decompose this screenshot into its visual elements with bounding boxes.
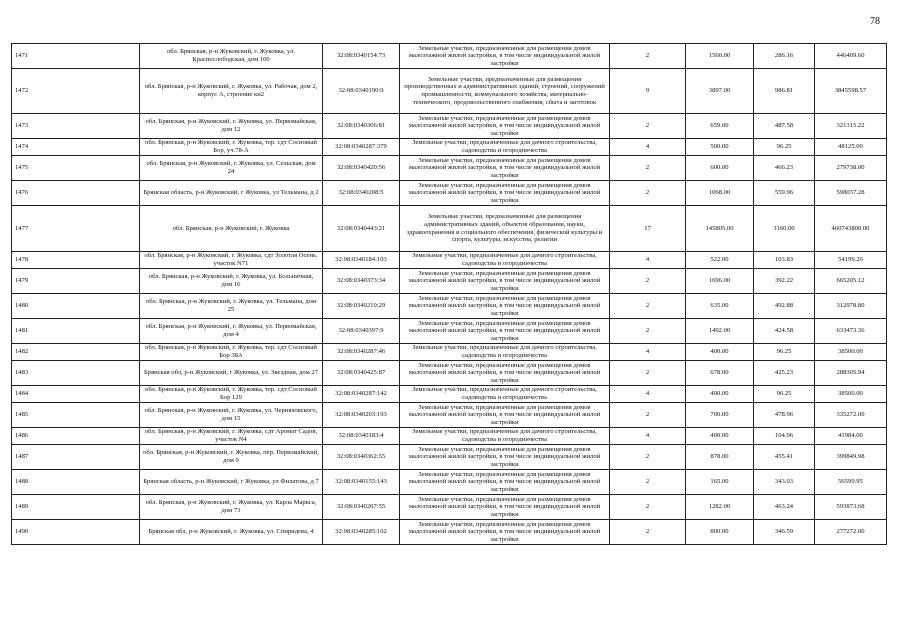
use-group-cell: 2 [610, 470, 686, 495]
cadastral-value-cell: 3845598.57 [815, 69, 887, 114]
permitted-use-cell: Земельные участки, предназначенные для дачного строительства, садоводства и огородничества [400, 344, 610, 361]
use-group-cell: 2 [610, 319, 686, 344]
area-cell: 522.00 [686, 252, 754, 269]
permitted-use-cell: Земельные участки, предназначенные для размещения домов малоэтажной жилой застройки, в том числе индивидуальной жилой застройки [400, 181, 610, 206]
specific-value-cell: 3160.00 [754, 206, 815, 252]
cadastral-value-cell: 312978.80 [815, 294, 887, 319]
address-cell: обл. Брянская, р-н Жуковский, г. Жуковка, сдт Золотая Осень, участок N71 [140, 252, 323, 269]
permitted-use-cell: Земельные участки, предназначенные для дачного строительства, садоводства и огородничества [400, 428, 610, 445]
table-row [12, 181, 887, 206]
cadastral-value-cell: 48125.00 [815, 139, 887, 156]
table-row [12, 206, 887, 252]
area-cell: 145805.00 [686, 206, 754, 252]
specific-value-cell: 96.25 [754, 344, 815, 361]
area-cell: 635.00 [686, 294, 754, 319]
cadastral-value-cell: 460743800.00 [815, 206, 887, 252]
permitted-use-cell: Земельные участки, предназначенные для дачного строительства, садоводства и огородничества [400, 139, 610, 156]
address-cell: обл. Брянская, р-н Жуковский, г. Жуковка, ул. Рабочая, дом 2, корпус А, строение кн2 [140, 69, 323, 114]
use-group-cell: 2 [610, 181, 686, 206]
use-group-cell: 2 [610, 156, 686, 181]
permitted-use-cell: Земельные участки, предназначенные для размещения домов малоэтажной жилой застройки, в том числе индивидуальной жилой застройки [400, 361, 610, 386]
area-cell: 400.00 [686, 344, 754, 361]
area-cell: 659.00 [686, 114, 754, 139]
specific-value-cell: 466.23 [754, 156, 815, 181]
permitted-use-cell: Земельные участки, предназначенные для размещения административных зданий, объектов образования, науки, здравоохранения и социального обеспечения, физической культуры и спорта, культуры, искусства, религии [400, 206, 610, 252]
table-row [12, 269, 887, 294]
row-number-cell: 1490 [12, 520, 140, 545]
area-cell: 1492.00 [686, 319, 754, 344]
row-number-cell: 1472 [12, 69, 140, 114]
cadastral-number-cell: 32:08:0340155:143 [323, 470, 400, 495]
row-number-cell: 1486 [12, 428, 140, 445]
cadastral-number-cell: 32:08:0340397:9 [323, 319, 400, 344]
address-cell: обл. Брянская, р-н Жуковский, г. Жуковка, сдт Аромат Садов, участок N4 [140, 428, 323, 445]
cadastral-value-cell: 335272.00 [815, 403, 887, 428]
area-cell: 878.00 [686, 445, 754, 470]
area-cell: 1696.00 [686, 269, 754, 294]
address-cell: Брянская обл, р-н Жуковский, г. Жуковка, ул. Спиридева, 4 [140, 520, 323, 545]
row-number-cell: 1471 [12, 44, 140, 69]
specific-value-cell: 424.58 [754, 319, 815, 344]
permitted-use-cell: Земельные участки, предназначенные для размещения домов малоэтажной жилой застройки, в том числе индивидуальной жилой застройки [400, 495, 610, 520]
row-number-cell: 1484 [12, 386, 140, 403]
table-row [12, 319, 887, 344]
address-cell: обл. Брянская, р-н Жуковский, г. Жуковка, ул. Краснослободская, дом 100 [140, 44, 323, 69]
address-cell: обл. Брянская, р-н Жуковский, г. Жуковка, тер. сдт Сосновый Бор, уч.78-А [140, 139, 323, 156]
use-group-cell: 2 [610, 403, 686, 428]
area-cell: 500.00 [686, 139, 754, 156]
use-group-cell: 4 [610, 252, 686, 269]
permitted-use-cell: Земельные участки, предназначенные для размещения домов малоэтажной жилой застройки, в том числе индивидуальной жилой застройки [400, 520, 610, 545]
use-group-cell: 4 [610, 386, 686, 403]
permitted-use-cell: Земельные участки, предназначенные для размещения домов малоэтажной жилой застройки, в том числе индивидуальной жилой застройки [400, 294, 610, 319]
specific-value-cell: 96.25 [754, 386, 815, 403]
cadastral-value-cell: 56599.95 [815, 470, 887, 495]
row-number-cell: 1489 [12, 495, 140, 520]
table-row [12, 344, 887, 361]
permitted-use-cell: Земельные участки, предназначенные для дачного строительства, садоводства и огородничества [400, 252, 610, 269]
use-group-cell: 2 [610, 44, 686, 69]
specific-value-cell: 463.24 [754, 495, 815, 520]
specific-value-cell: 392.22 [754, 269, 815, 294]
area-cell: 678.00 [686, 361, 754, 386]
use-group-cell: 2 [610, 520, 686, 545]
cadastral-value-cell: 41984.00 [815, 428, 887, 445]
area-cell: 165.00 [686, 470, 754, 495]
specific-value-cell: 455.41 [754, 445, 815, 470]
table-row [12, 428, 887, 445]
row-number-cell: 1485 [12, 403, 140, 428]
row-number-cell: 1479 [12, 269, 140, 294]
row-number-cell: 1482 [12, 344, 140, 361]
specific-value-cell: 346.59 [754, 520, 815, 545]
cadastral-value-cell: 54199.26 [815, 252, 887, 269]
row-number-cell: 1480 [12, 294, 140, 319]
area-cell: 600.00 [686, 156, 754, 181]
row-number-cell: 1476 [12, 181, 140, 206]
use-group-cell: 2 [610, 269, 686, 294]
address-cell: обл. Брянская, р-н Жуковский, г. Жуковка, ул. Первомайская, дом 4 [140, 319, 323, 344]
area-cell: 1282.00 [686, 495, 754, 520]
cadastral-number-cell: 32:08:0340207:55 [323, 495, 400, 520]
permitted-use-cell: Земельные участки, предназначенные для размещения домов малоэтажной жилой застройки, в том числе индивидуальной жилой застройки [400, 403, 610, 428]
permitted-use-cell: Земельные участки, предназначенные для размещения домов малоэтажной жилой застройки, в том числе индивидуальной жилой застройки [400, 156, 610, 181]
address-cell: обл. Брянская, р-н Жуковский, г. Жуковка, ул. Сельская, дом 24 [140, 156, 323, 181]
address-cell: обл. Брянская, р-н Жуковский, г. Жуковка, тер. сдт Сосновый Бор 38А [140, 344, 323, 361]
cadastral-value-cell: 446409.60 [815, 44, 887, 69]
row-number-cell: 1487 [12, 445, 140, 470]
specific-value-cell: 425.23 [754, 361, 815, 386]
table-row [12, 139, 887, 156]
table-row [12, 495, 887, 520]
use-group-cell: 9 [610, 69, 686, 114]
specific-value-cell: 492.88 [754, 294, 815, 319]
use-group-cell: 17 [610, 206, 686, 252]
row-number-cell: 1474 [12, 139, 140, 156]
table-row [12, 361, 887, 386]
table-row [12, 403, 887, 428]
use-group-cell: 2 [610, 361, 686, 386]
area-cell: 1068.00 [686, 181, 754, 206]
cadastral-number-cell: 32:08:0340425:87 [323, 361, 400, 386]
page-number: 78 [870, 16, 880, 27]
table-row [12, 252, 887, 269]
cadastral-number-cell: 32:08:0340443:21 [323, 206, 400, 252]
table-row [12, 470, 887, 495]
address-cell: обл. Брянская, р-н Жуковский, г. Жуковка [140, 206, 323, 252]
address-cell: обл. Брянская, р-н Жуковский, г. Жуковка, ул. Больничная, дом 16 [140, 269, 323, 294]
address-cell: обл. Брянская, р-н Жуковский, г. Жуковка, ул. Карла Маркса, дом 73 [140, 495, 323, 520]
use-group-cell: 4 [610, 139, 686, 156]
cadastral-number-cell: 32:08:0340420:56 [323, 156, 400, 181]
cadastral-number-cell: 32:08:0340210:29 [323, 294, 400, 319]
address-cell: обл. Брянская, р-н Жуковский, г. Жуковка, ул. Черняховского, дом 15 [140, 403, 323, 428]
address-cell: Брянская область, р-н Жуковский, г Жуковка, ул Филатова, д 7 [140, 470, 323, 495]
address-cell: обл. Брянская, р-н Жуковский, г. Жуковка, ул. Тельмана, дом 25 [140, 294, 323, 319]
table-row [12, 44, 887, 69]
area-cell: 3897.00 [686, 69, 754, 114]
cadastral-number-cell: 32:08:0340154:73 [323, 44, 400, 69]
row-number-cell: 1478 [12, 252, 140, 269]
table-row [12, 69, 887, 114]
cadastral-number-cell: 32:08:0340285:162 [323, 520, 400, 545]
cadastral-value-cell: 598037.28 [815, 181, 887, 206]
table-row [12, 294, 887, 319]
area-cell: 700.00 [686, 403, 754, 428]
area-cell: 400.00 [686, 386, 754, 403]
table-row [12, 114, 887, 139]
address-cell: обл. Брянская, р-н Жуковский, г. Жуковка, тер. сдт Сосновый Бор 129 [140, 386, 323, 403]
specific-value-cell: 986.81 [754, 69, 815, 114]
address-cell: Брянская обл, р-н Жуковский, г Жуковка, ул. Звездная, дом 27 [140, 361, 323, 386]
cadastral-number-cell: 32:08:0340287:142 [323, 386, 400, 403]
cadastral-value-cell: 321315.22 [815, 114, 887, 139]
cadastral-number-cell: 32:08:0340190:9 [323, 69, 400, 114]
row-number-cell: 1473 [12, 114, 140, 139]
use-group-cell: 4 [610, 428, 686, 445]
cadastral-value-cell: 277272.00 [815, 520, 887, 545]
permitted-use-cell: Земельные участки, предназначенные для размещения домов малоэтажной жилой застройки, в том числе индивидуальной жилой застройки [400, 445, 610, 470]
table-body [12, 44, 887, 545]
permitted-use-cell: Земельные участки, предназначенные для размещения домов малоэтажной жилой застройки, в том числе индивидуальной жилой застройки [400, 114, 610, 139]
cadastral-number-cell: 32:08:0340287:46 [323, 344, 400, 361]
table-row [12, 156, 887, 181]
area-cell: 1560.00 [686, 44, 754, 69]
cadastral-number-cell: 32:08:0340287:379 [323, 139, 400, 156]
permitted-use-cell: Земельные участки, предназначенные для размещения домов малоэтажной жилой застройки, в том числе индивидуальной жилой застройки [400, 319, 610, 344]
use-group-cell: 2 [610, 445, 686, 470]
specific-value-cell: 559.96 [754, 181, 815, 206]
row-number-cell: 1477 [12, 206, 140, 252]
specific-value-cell: 343.03 [754, 470, 815, 495]
permitted-use-cell: Земельные участки, предназначенные для размещения домов малоэтажной жилой застройки, в том числе индивидуальной жилой застройки [400, 470, 610, 495]
use-group-cell: 2 [610, 114, 686, 139]
permitted-use-cell: Земельные участки, предназначенные для размещения домов малоэтажной жилой застройки, в том числе индивидуальной жилой застройки [400, 44, 610, 69]
use-group-cell: 4 [610, 344, 686, 361]
cadastral-value-cell: 665205.12 [815, 269, 887, 294]
row-number-cell: 1481 [12, 319, 140, 344]
use-group-cell: 2 [610, 495, 686, 520]
use-group-cell: 2 [610, 294, 686, 319]
cadastral-value-cell: 633473.36 [815, 319, 887, 344]
specific-value-cell: 487.58 [754, 114, 815, 139]
cadastral-number-cell: 32:08:0340208:5 [323, 181, 400, 206]
permitted-use-cell: Земельные участки, предназначенные для дачного строительства, садоводства и огородничества [400, 386, 610, 403]
cadastral-number-cell: 32:08:0340203:193 [323, 403, 400, 428]
specific-value-cell: 478.96 [754, 403, 815, 428]
cadastral-value-cell: 279738.00 [815, 156, 887, 181]
cadastral-value-cell: 399849.98 [815, 445, 887, 470]
permitted-use-cell: Земельные участки, предназначенные для размещения производственных и административных зданий, строений, сооружений промышленности, коммунального хозяйства, материально-технического, продовольственного снабжения, сбыта и заготовок [400, 69, 610, 114]
row-number-cell: 1475 [12, 156, 140, 181]
cadastral-value-cell: 593873.68 [815, 495, 887, 520]
cadastral-number-cell: 32:08:0340366:81 [323, 114, 400, 139]
table-row [12, 445, 887, 470]
address-cell: Брянская область, р-н Жуковский, г Жуковка, ул Тельмана, д 2 [140, 181, 323, 206]
cadastral-value-cell: 38500.00 [815, 386, 887, 403]
cadastral-value-cell: 288305.94 [815, 361, 887, 386]
row-number-cell: 1483 [12, 361, 140, 386]
cadastral-value-cell: 38500.00 [815, 344, 887, 361]
cadastral-number-cell: 32:08:0340373:34 [323, 269, 400, 294]
land-registry-table [11, 43, 887, 545]
cadastral-number-cell: 32:08:0340362:55 [323, 445, 400, 470]
specific-value-cell: 103.83 [754, 252, 815, 269]
cadastral-number-cell: 32:08:0340184:103 [323, 252, 400, 269]
specific-value-cell: 96.25 [754, 139, 815, 156]
permitted-use-cell: Земельные участки, предназначенные для размещения домов малоэтажной жилой застройки, в том числе индивидуальной жилой застройки [400, 269, 610, 294]
table-row [12, 520, 887, 545]
area-cell: 400.00 [686, 428, 754, 445]
address-cell: обл. Брянская, р-н Жуковский, г. Жуковка, пер. Первомайский, дом 9 [140, 445, 323, 470]
address-cell: обл. Брянская, р-н Жуковский, г. Жуковка, ул. Первомайская, дом 12 [140, 114, 323, 139]
row-number-cell: 1488 [12, 470, 140, 495]
area-cell: 800.00 [686, 520, 754, 545]
specific-value-cell: 286.16 [754, 44, 815, 69]
specific-value-cell: 104.96 [754, 428, 815, 445]
cadastral-number-cell: 32:08:0340183:4 [323, 428, 400, 445]
table-row [12, 386, 887, 403]
